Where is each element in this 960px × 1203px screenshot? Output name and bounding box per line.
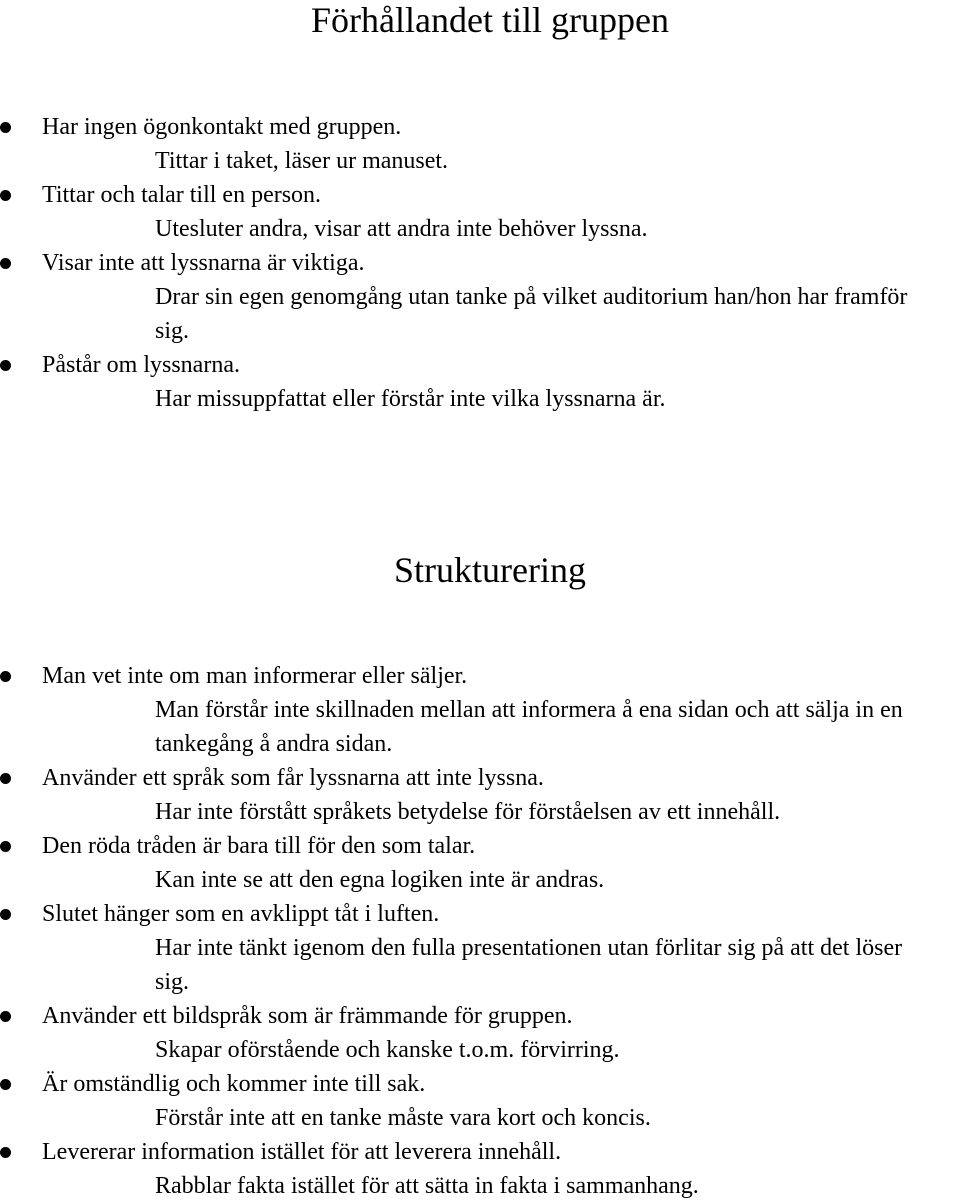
list-item <box>0 999 960 1067</box>
list-item <box>0 246 960 348</box>
bullet-text: Påstår om lyssnarna. <box>42 352 240 378</box>
list-item <box>0 659 960 761</box>
bullet-text: Man vet inte om man informerar eller säljer. <box>42 663 468 689</box>
bullet-icon <box>0 1079 11 1090</box>
list-item <box>0 829 960 897</box>
bullet-icon <box>0 360 11 371</box>
bullet-explanation: Utesluter andra, visar att andra inte behöver lyssna. <box>155 216 648 242</box>
list-item <box>0 897 960 999</box>
bullet-icon <box>0 1147 11 1158</box>
bullet-list-relation <box>0 110 960 416</box>
bullet-explanation: Har inte tänkt igenom den fulla presentationen utan förlitar sig på att det löser sig. <box>155 935 903 995</box>
bullet-icon <box>0 671 11 682</box>
bullet-text: Den röda tråden är bara till för den som talar. <box>42 833 476 859</box>
section-title-relation: Förhållandet till gruppen <box>311 0 669 40</box>
bullet-explanation: Skapar oförstående och kanske t.o.m. förvirring. <box>155 1037 620 1063</box>
bullet-text: Visar inte att lyssnarna är viktiga. <box>42 250 365 276</box>
bullet-explanation: Drar sin egen genomgång utan tanke på vilket auditorium han/hon har framför sig. <box>155 284 908 344</box>
bullet-text: Levererar information istället för att leverera innehåll. <box>42 1139 562 1165</box>
bullet-icon <box>0 122 11 133</box>
bullet-explanation: Kan inte se att den egna logiken inte är andras. <box>155 867 605 893</box>
bullet-text: Slutet hänger som en avklippt tåt i luften. <box>42 901 440 927</box>
bullet-explanation: Man förstår inte skillnaden mellan att informera å ena sidan och att sälja in en tankegång å andra sidan. <box>155 697 903 757</box>
bullet-icon <box>0 258 11 269</box>
bullet-text: Använder ett språk som får lyssnarna att inte lyssna. <box>42 765 544 791</box>
bullet-explanation: Förstår inte att en tanke måste vara kort och koncis. <box>155 1105 651 1131</box>
section-title-structure: Strukturering <box>394 550 586 590</box>
bullet-text: Är omständlig och kommer inte till sak. <box>42 1071 426 1097</box>
bullet-text: Har ingen ögonkontakt med gruppen. <box>42 114 402 140</box>
bullet-explanation: Har missuppfattat eller förstår inte vilka lyssnarna är. <box>155 386 666 412</box>
list-item <box>0 1135 960 1203</box>
bullet-icon <box>0 909 11 920</box>
bullet-explanation: Rabblar fakta istället för att sätta in fakta i sammanhang. <box>155 1173 699 1199</box>
bullet-list-structure <box>0 659 960 1203</box>
list-item <box>0 178 960 246</box>
bullet-text: Använder ett bildspråk som är främmande för gruppen. <box>42 1003 573 1029</box>
bullet-icon <box>0 190 11 201</box>
bullet-explanation: Har inte förstått språkets betydelse för förståelsen av ett innehåll. <box>155 799 781 825</box>
list-item <box>0 348 960 416</box>
bullet-explanation: Tittar i taket, läser ur manuset. <box>155 148 449 174</box>
bullet-text: Tittar och talar till en person. <box>42 182 322 208</box>
list-item <box>0 761 960 829</box>
list-item <box>0 110 960 178</box>
bullet-icon <box>0 841 11 852</box>
bullet-icon <box>0 1011 11 1022</box>
list-item <box>0 1067 960 1135</box>
bullet-icon <box>0 773 11 784</box>
